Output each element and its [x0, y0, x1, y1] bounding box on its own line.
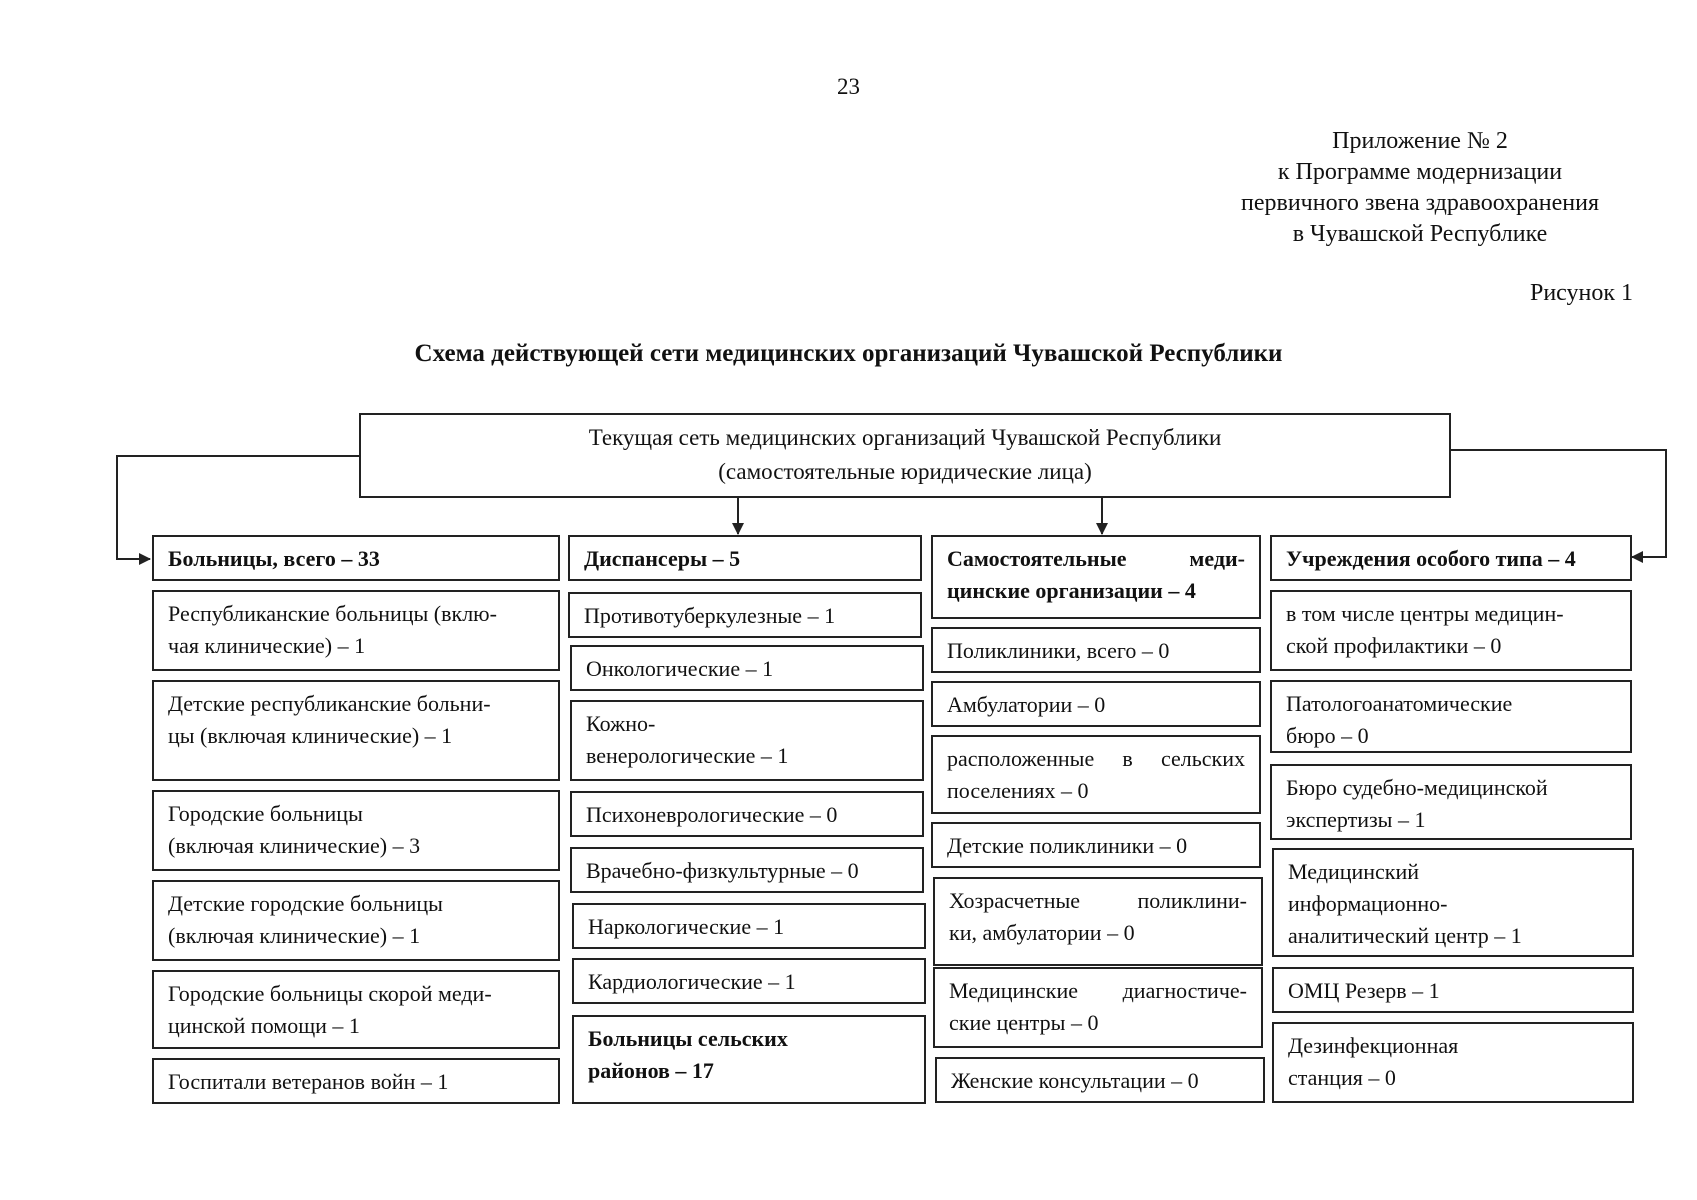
node-oncology — [570, 645, 924, 691]
node-line: аналитический центр – 1 — [1288, 923, 1522, 948]
node-sports-medicine — [570, 847, 924, 893]
node-rural-settlements — [931, 735, 1261, 814]
node-line: Больницы сельских — [588, 1026, 788, 1051]
node-disinfection-station — [1272, 1022, 1634, 1103]
node-diagnostic-centers — [933, 967, 1263, 1048]
node-children-republican-hospitals — [152, 680, 560, 781]
node-cardiology — [572, 958, 926, 1004]
node-self-financed-clinics — [933, 877, 1263, 966]
node-psychoneurology — [570, 791, 924, 837]
figure-label: Рисунок 1 — [1529, 280, 1633, 306]
node-dermatovenerology — [570, 700, 924, 781]
root-node — [359, 413, 1451, 498]
node-line: станция – 0 — [1288, 1065, 1396, 1090]
node-line: в том числе центры медицин- — [1286, 601, 1564, 626]
node-line: Противотуберкулезные – 1 — [584, 603, 836, 628]
node-city-hospitals — [152, 790, 560, 871]
node-line: цинской помощи – 1 — [168, 1013, 360, 1038]
node-line: экспертизы – 1 — [1286, 807, 1426, 832]
node-line: поселениях – 0 — [947, 778, 1089, 803]
node-antituberculosis — [568, 592, 922, 638]
node-line: Дезинфекционная — [1288, 1033, 1459, 1058]
node-prevention-centers — [1270, 590, 1632, 671]
node-womens-consultations — [935, 1057, 1265, 1103]
root-line: (самостоятельные юридические лица) — [718, 459, 1092, 484]
node-line: Кожно- — [586, 711, 656, 736]
header-line: Больницы, всего – 33 — [168, 546, 380, 571]
column-header-independent-organizations — [931, 535, 1261, 619]
node-emergency-hospitals — [152, 970, 560, 1049]
header-line: Диспансеры – 5 — [584, 546, 741, 571]
node-line: (включая клинические) – 1 — [168, 923, 421, 948]
header-line: цинские организации – 4 — [947, 578, 1196, 603]
node-line: (включая клинические) – 3 — [168, 833, 421, 858]
node-line: чая клинические) – 1 — [168, 633, 366, 658]
node-line: Детские городские больницы — [168, 891, 443, 916]
node-line: Наркологические – 1 — [588, 914, 785, 939]
node-line: ской профилактики – 0 — [1286, 633, 1502, 658]
column-header-special-institutions — [1270, 535, 1632, 581]
node-veterans-hospitals — [152, 1058, 560, 1104]
column-header-dispensaries — [568, 535, 922, 581]
node-line: Медицинские диагностиче- — [949, 978, 1247, 1003]
node-line: цы (включая клинические) – 1 — [168, 723, 453, 748]
node-rural-hospitals — [572, 1015, 926, 1104]
node-line: Городские больницы скорой меди- — [168, 981, 492, 1006]
node-line: Детские республиканские больни- — [168, 691, 491, 716]
node-line: Медицинский — [1288, 859, 1420, 884]
node-forensic-bureau — [1270, 764, 1632, 840]
node-information-center — [1272, 848, 1634, 957]
node-line: Женские консультации – 0 — [951, 1068, 1199, 1093]
node-line: Госпитали ветеранов войн – 1 — [168, 1069, 449, 1094]
column-header-hospitals — [152, 535, 560, 581]
node-outpatient-clinics — [931, 681, 1261, 727]
appendix-line: первичного звена здравоохранения — [1240, 190, 1599, 216]
node-reserve-center — [1272, 967, 1634, 1013]
node-children-polyclinics — [931, 822, 1261, 868]
node-line: ОМЦ Резерв – 1 — [1288, 978, 1440, 1003]
node-line: Врачебно-физкультурные – 0 — [586, 858, 859, 883]
node-line: ские центры – 0 — [949, 1010, 1099, 1035]
diagram-title: Схема действующей сети медицинских организаций Чувашской Республики — [414, 340, 1283, 367]
node-line: районов – 17 — [588, 1058, 714, 1083]
node-narcology — [572, 903, 926, 949]
node-line: Поликлиники, всего – 0 — [947, 638, 1170, 663]
root-line: Текущая сеть медицинских организаций Чувашской Республики — [588, 425, 1222, 450]
node-line: Кардиологические – 1 — [588, 969, 796, 994]
appendix-line: к Программе модернизации — [1277, 159, 1563, 185]
node-line: Городские больницы — [168, 801, 363, 826]
appendix-line: Приложение № 2 — [1332, 128, 1508, 154]
node-children-city-hospitals — [152, 880, 560, 961]
page-number: 23 — [837, 74, 860, 99]
node-line: Республиканские больницы (вклю- — [168, 601, 497, 626]
appendix-line: в Чувашской Республике — [1292, 221, 1548, 247]
node-line: Онкологические – 1 — [586, 656, 774, 681]
node-line: информационно- — [1288, 891, 1448, 916]
header-line: Самостоятельные меди- — [947, 546, 1245, 571]
node-line: Патологоанатомические — [1286, 691, 1513, 716]
node-line: ки, амбулатории – 0 — [949, 920, 1135, 945]
node-line: Амбулатории – 0 — [947, 692, 1106, 717]
node-line: бюро – 0 — [1286, 723, 1369, 748]
node-line: Хозрасчетные поликлини- — [949, 888, 1247, 913]
node-line: Бюро судебно-медицинской — [1286, 775, 1548, 800]
node-pathology-bureau — [1270, 680, 1632, 753]
node-line: Психоневрологические – 0 — [586, 802, 838, 827]
header-line: Учреждения особого типа – 4 — [1286, 546, 1576, 571]
node-line: венерологические – 1 — [586, 743, 789, 768]
node-line: Детские поликлиники – 0 — [947, 833, 1188, 858]
node-polyclinics — [931, 627, 1261, 673]
node-line: расположенные в сельских — [947, 746, 1245, 771]
node-republican-hospitals — [152, 590, 560, 671]
